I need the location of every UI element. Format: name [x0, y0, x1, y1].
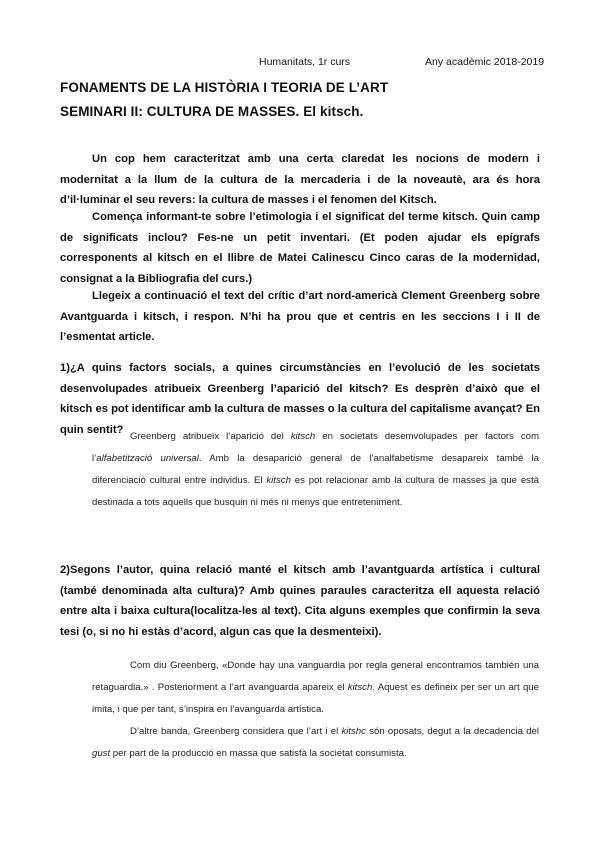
answer-1 — [92, 426, 539, 514]
answer-2-paragraph-2 — [92, 721, 539, 765]
seminar-title: SEMINARI II: CULTURA DE MASSES. El kitsch. — [60, 104, 364, 119]
answer-1-italic: alfabetització universal — [96, 453, 199, 464]
answer-2-italic: kitshc — [341, 726, 366, 737]
header-course: Humanitats, 1r curs — [259, 56, 351, 68]
answer-1-run: . Amb la desaparició general de l’analfabetisme desapareix també la diferenciació cultural entre individus. El — [92, 453, 539, 486]
answer-1-run: es pot relacionar amb la cultura de masses ja que està destinada a tots aquells que busquin ni més ni menys que entreteniment. — [92, 475, 539, 508]
answer-2 — [92, 655, 539, 765]
answer-2-run: són oposats, degut a la decadencia del — [365, 726, 539, 737]
intro-paragraph-3-text: Llegeix a continuació el text del crític d’art nord-americà Clement Greenberg sobre Avantguarda i kitsch, i respon. N’hi ha prou que et centris en les seccions I i II de l’esmentat article. — [60, 290, 540, 343]
course-title: FONAMENTS DE LA HISTÒRIA I TEORIA DE L’ART — [60, 80, 389, 95]
intro-paragraph-3 — [60, 286, 540, 348]
intro-paragraph-2-text: Comença informant-te sobre l’etimologia i el significat del terme kitsch. Quin camp de significats inclou? Fes-ne un petit inventari. (Et poden ajudar els epígrafs corresponents al kitsch en el llibre de Matei Calinescu Cinco caras de la modernidad, consignat a la Bibliografia del curs.) — [60, 211, 540, 285]
answer-2-italic: kitsch — [347, 682, 373, 693]
answer-1-run: en societats desemvolupades per factors com l’ — [92, 431, 540, 464]
answer-2-run: . Aquest es defineix per ser un art que imita, i que per tant, s’inspira en l’avanguarda artística. — [92, 682, 539, 715]
intro-paragraph-1 — [60, 149, 540, 211]
intro-paragraph-2 — [60, 207, 540, 289]
question-2: 2)Segons l’autor, quina relació manté el kitsch amb l’avantguarda artística i cultural (també denominada alta cultura)? Amb quines paraules caracteritza ell aquesta relació entre alta i baixa cultura(localitza-les al text). Cita alguns exemples que confirmin la seva tesi (o, si no hi estàs d’acord, algun cas que la desmenteixi). — [60, 564, 540, 638]
answer-2-run: Com diu Greenberg, «Donde hay una vanguardia por regla general encontramos también una retaguardia.» . Posteriorment a l’art avanguarda apareix el — [92, 660, 539, 693]
answer-2-paragraph-1 — [92, 655, 539, 721]
answer-2-italic: gust — [92, 748, 111, 759]
answer-1-italic: kitsch — [266, 475, 291, 486]
intro-paragraph-1-text: Un cop hem caracteritzat amb una certa claredat les nocions de modern i modernitat a la llum de la cultura de la mercaderia i de la noveautè, ara és hora d’il·luminar el seu revers: la cultura de masses i el fenomen del Kitsch. — [60, 153, 540, 206]
answer-2-run: per part de la producció en massa que satisfà la societat consumista. — [110, 748, 407, 759]
header-academic-year: Any acadèmic 2018-2019 — [425, 56, 545, 68]
question-1: 1)¿A quins factors socials, a quines circumstàncies en l’evolució de les societats desenvolupades atribueix Greenberg l’aparició del kitsch? Es desprèn d’això que el kitsch es pot identificar amb la cultura de masses o la cultura del capitalisme avançat? En quin sentit? — [60, 362, 540, 436]
answer-2-run: D’altre banda, Greenberg considera que l’art i el — [130, 726, 342, 737]
answer-1-run: Greenberg atribueix l’aparició del — [130, 431, 291, 442]
answer-1-italic: kitsch — [290, 431, 316, 442]
answer-1-text — [92, 426, 539, 514]
